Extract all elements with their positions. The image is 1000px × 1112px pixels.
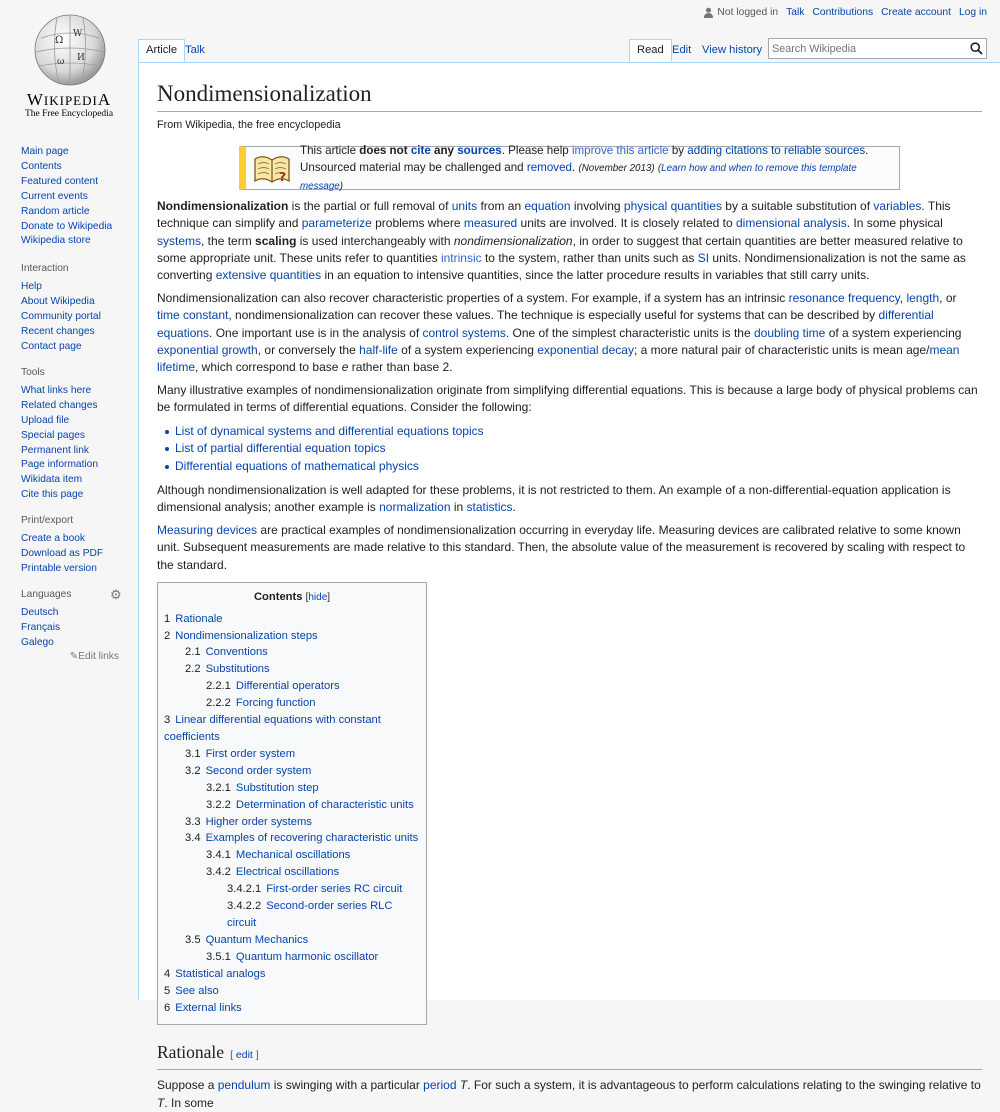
language-deutsch[interactable]: Deutsch [21, 606, 59, 618]
toc-number: 3.2.2 [206, 798, 231, 811]
sidebar-heading-tools: Tools [21, 366, 45, 378]
sidebar-navigation [0, 145, 138, 249]
toc-text: Mechanical oscillations [235, 849, 351, 862]
link-intrinsic[interactable]: intrinsic [440, 250, 482, 265]
toc-text: Quantum Mechanics [205, 933, 309, 946]
toc-text: Rationale [175, 612, 223, 625]
book-icon [252, 151, 292, 185]
sidebar-interaction [0, 263, 138, 355]
sidebar-heading-languages: Languages [21, 588, 72, 600]
link-extensive-quantities[interactable]: extensive quantities [215, 268, 322, 283]
toc-entry[interactable] [164, 661, 420, 678]
toc-title: Contents [hide] [253, 590, 331, 603]
toc-number: 5 [164, 984, 171, 997]
cite-link[interactable]: cite [410, 143, 431, 157]
toc-entry[interactable] [164, 746, 420, 763]
toc-entry[interactable] [164, 847, 420, 864]
wikipedia-logo[interactable] [0, 0, 138, 130]
paragraph-characteristic: Nondimensionalization can also recover characteristic properties of a system. For example, if a system has an intrinsic resonance frequency, length, or time constant, nondimensionalization can recover these values. The technique is especially useful for systems that can be described by differential equations. One important use is in the analysis of control systems. One of the simplest characteristic units is the doubling time of a system experiencing exponential growth, or conversely the half-life of a system experiencing exponential decay; a more natural pair of characteristic units is mean age/mean lifetime, which correspond to base e rather than base 2. [157, 291, 962, 375]
link-equation[interactable]: equation [524, 199, 571, 214]
toc-number: 2.1 [185, 646, 201, 659]
toc-text: Higher order systems [205, 815, 312, 828]
toc-number: 2 [164, 629, 171, 642]
paragraph-rationale: Suppose a pendulum is swinging with a particular period T. For such a system, it is advantageous to perform calculations relating to the swinging relative to T. In some [157, 1078, 981, 1110]
sidebar-item-what-links-here[interactable]: What links here [21, 384, 92, 396]
sidebar-item-permanent-link[interactable]: Permanent link [21, 444, 89, 456]
topic-list [157, 423, 982, 476]
toc-number: 2.2.2 [206, 697, 231, 710]
table-of-contents [157, 582, 427, 1026]
paragraph-intro: Nondimensionalization is the partial or full removal of units from an equation involving physical quantities by a suitable substitution of variables. This technique can simplify and parameterize problems where measured units are involved. It is closely related to dimensional analysis. In some physical systems, the term scaling is used interchangeably with nondimensionalization, in order to suggest that certain quantities are better measured relative to some appropriate unit. These units refer to quantities intrinsic to the system, rather than units such as SI units. Nondimensionalization is not the same as converting extensive quantities in an equation to intensive quantities, since the latter procedure results in variables that still carry units. [157, 199, 966, 283]
not-logged-in: Not logged in [703, 7, 778, 18]
toc-text: Differential operators [235, 680, 340, 693]
link-measured[interactable]: measured [463, 216, 518, 231]
user-icon [703, 7, 714, 18]
toc-entry[interactable] [164, 966, 420, 983]
edit-links[interactable]: ✎Edit links [69, 650, 119, 662]
tab-article[interactable]: Article [138, 39, 185, 62]
toc-entry[interactable] [164, 695, 420, 712]
sidebar-item-special-pages[interactable]: Special pages [21, 429, 86, 441]
wikipedia-tagline: The Free Encyclopedia [24, 109, 114, 119]
toc-text: External links [175, 1001, 242, 1014]
tab-view-history[interactable]: View history [702, 44, 763, 56]
pencil-icon: ✎ [69, 650, 79, 662]
toc-text: First order system [205, 747, 296, 760]
sidebar-item-about[interactable]: About Wikipedia [21, 296, 95, 308]
sidebar-tools [0, 367, 138, 503]
sidebar-item-page-information[interactable]: Page information [21, 459, 99, 471]
toc-list [164, 611, 420, 1017]
toc-text: Examples of recovering characteristic units [205, 832, 419, 845]
puzzle-globe-icon [31, 12, 109, 88]
toc-text: Conventions [205, 646, 268, 659]
language-francais[interactable]: Français [21, 621, 61, 633]
toc-hide-toggle[interactable]: hide [308, 591, 328, 603]
toc-entry[interactable] [164, 1000, 420, 1017]
tab-talk[interactable]: Talk [185, 44, 205, 56]
paragraph-measuring-devices: Measuring devices are practical examples of nondimensionalization occurring in everyday life. Measuring devices are calibrated relative to some known unit. Subsequent measurements are made relative to this standard. Then, the absolute value of the measurement is recovered by scaling with respect to the standard. [157, 523, 966, 572]
toc-number: 2.2 [185, 663, 201, 676]
link-doubling-time[interactable]: doubling time [753, 325, 826, 340]
svg-text:ω: ω [57, 57, 65, 67]
toc-entry[interactable] [164, 932, 420, 949]
link-mean-lifetime[interactable]: mean lifetime [157, 342, 960, 375]
gear-icon[interactable]: ⚙ [110, 586, 122, 602]
search-icon[interactable] [970, 42, 983, 55]
link-physical-quantities[interactable]: physical quantities [623, 199, 722, 214]
toc-number: 1 [164, 612, 171, 625]
link-exponential-growth[interactable]: exponential growth [157, 342, 258, 357]
link-parameterize[interactable]: parameterize [301, 216, 372, 231]
link-dimensional-analysis[interactable]: dimensional analysis [735, 216, 847, 231]
svg-text:?: ? [279, 170, 286, 185]
sidebar-item-contact-page[interactable]: Contact page [21, 340, 82, 352]
sidebar-item-cite-this-page[interactable]: Cite this page [21, 489, 84, 501]
sidebar-heading-print-export: Print/export [21, 515, 74, 527]
unsourced-notice [239, 143, 900, 192]
toc-entry[interactable] [164, 830, 420, 847]
toc-text: Forcing function [235, 697, 316, 710]
toc-number: 3.4 [185, 832, 201, 845]
toc-text: Statistical analogs [175, 967, 266, 980]
toc-number: 3.4.2 [206, 866, 231, 879]
personal-tools [703, 7, 987, 18]
toc-text: Determination of characteristic units [235, 798, 414, 811]
paragraph-not-restricted: Although nondimensionalization is well adapted for these problems, it is not restricted to them. An example of a non-differential-equation application is dimensional analysis; another example is normalization in statistics. [157, 482, 951, 514]
toc-entry[interactable] [164, 864, 420, 881]
toc-entry[interactable] [164, 712, 420, 746]
toc-number: 3.1 [185, 747, 201, 760]
toc-number: 2.2.1 [206, 680, 231, 693]
sidebar-item-help[interactable]: Help [21, 281, 42, 293]
sidebar-item-related-changes[interactable]: Related changes [21, 399, 98, 411]
site-subtitle: From Wikipedia, the free encyclopedia [157, 119, 341, 131]
removed-link[interactable]: removed [526, 160, 572, 174]
toc-text: First-order series RC circuit [266, 883, 403, 896]
toc-number: 6 [164, 1001, 171, 1014]
main-content [138, 62, 1000, 1110]
link-pendulum[interactable]: pendulum [217, 1078, 271, 1093]
toc-text: Substitution step [235, 781, 319, 794]
link-units[interactable]: units [451, 199, 478, 214]
improve-article-link[interactable]: improve this article [571, 143, 669, 157]
link-statistics[interactable]: statistics [466, 499, 513, 514]
toc-entry[interactable] [164, 780, 420, 797]
toc-number: 3.5 [185, 933, 201, 946]
toc-text: Linear differential equations with constant coefficients [164, 714, 381, 744]
link-normalization[interactable]: normalization [379, 499, 451, 514]
link-exponential-decay[interactable]: exponential decay [537, 342, 634, 357]
toc-number: 3.4.2.2 [227, 900, 262, 913]
sidebar-item-current-events[interactable]: Current events [21, 190, 88, 202]
sidebar-item-donate[interactable]: Donate to Wikipedia [21, 220, 113, 232]
sidebar-print-export [0, 515, 138, 577]
sidebar-item-random-article[interactable]: Random article [21, 205, 90, 217]
toc-entry[interactable] [164, 898, 420, 932]
edit-section-link[interactable]: edit [235, 1049, 253, 1062]
toc-entry[interactable] [164, 797, 420, 814]
sources-link[interactable]: sources [457, 143, 502, 157]
toc-number: 3.2.1 [206, 781, 231, 794]
toc-entry[interactable] [164, 678, 420, 695]
language-galego[interactable]: Galego [21, 636, 54, 648]
svg-text:W: W [73, 29, 83, 39]
link-period[interactable]: period [423, 1078, 457, 1093]
toc-entry[interactable] [164, 814, 420, 831]
list-item: Differential equations of mathematical physics [175, 458, 982, 476]
contributions-link[interactable]: Contributions [812, 7, 874, 18]
link-measuring-devices[interactable]: Measuring devices [157, 523, 258, 538]
talk-link[interactable]: Talk [786, 7, 805, 18]
toc-text: See also [175, 984, 219, 997]
toc-entry[interactable] [164, 644, 420, 661]
link-systems[interactable]: systems [157, 233, 202, 248]
list-item: List of partial differential equation topics [175, 440, 982, 458]
link-variables[interactable]: variables [873, 199, 922, 214]
link-length[interactable]: length [906, 291, 940, 306]
log-in-link[interactable]: Log in [958, 7, 987, 18]
toc-text: Nondimensionalization steps [175, 629, 318, 642]
toc-number: 3 [164, 714, 171, 727]
create-account-link[interactable]: Create account [881, 7, 951, 18]
notice-text: This article does not cite any sources. Please help improve this article by adding citations to reliable sources. Unsourced material may be challenged and removed. (November 2013) (Learn how and when to remove this template message) [300, 143, 869, 192]
sidebar-item-download-pdf[interactable]: Download as PDF [21, 548, 104, 560]
sidebar-item-printable-version[interactable]: Printable version [21, 562, 97, 574]
svg-text:И: И [77, 53, 85, 63]
toc-entry[interactable] [164, 763, 420, 780]
toc-entry[interactable] [164, 949, 420, 966]
sidebar-item-wikidata-item[interactable]: Wikidata item [21, 474, 83, 486]
toc-number: 4 [164, 967, 171, 980]
sidebar-item-main-page[interactable]: Main page [21, 146, 69, 157]
toc-number: 3.4.1 [206, 849, 231, 862]
sidebar-item-featured-content[interactable]: Featured content [21, 175, 99, 187]
page-title: Nondimensionalization [157, 79, 982, 112]
toc-entry[interactable] [164, 881, 420, 898]
sidebar-item-create-book[interactable]: Create a book [21, 533, 85, 545]
toc-number: 3.2 [185, 764, 201, 777]
adding-citations-link[interactable]: adding citations to reliable sources [687, 143, 866, 157]
svg-text:Ω: Ω [55, 35, 64, 46]
wikipedia-wordmark: WIKIPEDIA [26, 90, 112, 109]
toc-number: 3.3 [185, 815, 201, 828]
toc-number: 3.4.2.1 [227, 883, 262, 896]
toc-number: 3.5.1 [206, 950, 231, 963]
sidebar-languages [0, 586, 138, 662]
toc-text: Quantum harmonic oscillator [235, 950, 379, 963]
link-control-systems[interactable]: control systems [422, 325, 506, 340]
toc-text: Second-order series RLC circuit [227, 900, 393, 929]
sidebar-item-community-portal[interactable]: Community portal [21, 311, 101, 323]
sidebar-item-upload-file[interactable]: Upload file [21, 414, 70, 426]
toc-text: Second order system [205, 764, 312, 777]
tab-read[interactable]: Read [629, 39, 672, 62]
search-input[interactable] [769, 39, 959, 58]
toc-text: Electrical oscillations [235, 866, 340, 879]
search-box [768, 38, 987, 59]
link-differential-equations[interactable]: differential equations [157, 308, 934, 340]
tab-edit[interactable]: Edit [672, 44, 692, 56]
notice-date: (November 2013) [578, 162, 655, 174]
link-resonance-frequency[interactable]: resonance frequency [788, 291, 900, 306]
toc-entry[interactable] [164, 983, 420, 1000]
link-half-life[interactable]: half-life [359, 342, 398, 357]
toc-text: Substitutions [205, 663, 270, 676]
sidebar-item-contents[interactable]: Contents [21, 160, 62, 172]
sidebar-item-recent-changes[interactable]: Recent changes [21, 326, 95, 338]
list-item: List of dynamical systems and differential equations topics [175, 423, 982, 441]
toc-entry[interactable] [164, 611, 420, 628]
sidebar [0, 140, 138, 674]
sidebar-heading-interaction: Interaction [21, 263, 69, 275]
paragraph-examples: Many illustrative examples of nondimensionalization originate from simplifying differential equations. This is because a large body of physical problems can be formulated in terms of differential equations. Consider the following: [157, 383, 978, 415]
toc-entry[interactable] [164, 628, 420, 645]
link-time-constant[interactable]: time constant [157, 308, 229, 323]
section-heading-rationale: Rationale [ edit ] [157, 1040, 982, 1070]
link-si[interactable]: SI [697, 250, 710, 265]
learn-how-link[interactable]: Learn how and when to remove this template message [300, 162, 857, 192]
sidebar-item-store[interactable]: Wikipedia store [21, 235, 91, 247]
